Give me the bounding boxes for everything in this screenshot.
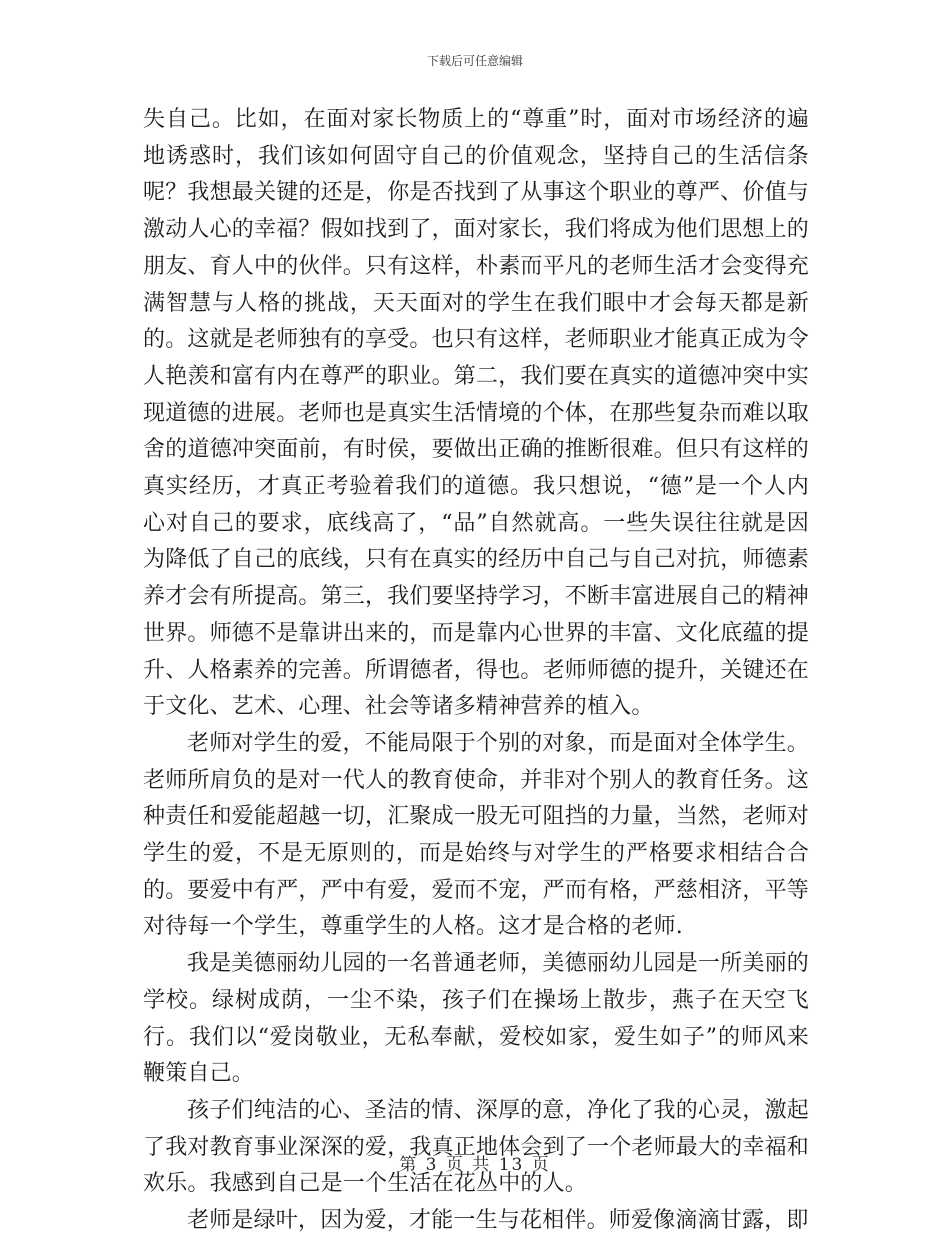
paragraph: 老师对学生的爱，不能局限于个别的对象，而是面对全体学生。老师所肩负的是对一代人的教育使命，并非对个别人的教育任务。这种责任和爱能超越一切，汇聚成一股无可阻挡的力量，当然，老师对学生的爱，不是无原则的，而是始终与对学生的严格要求相结合合的。要爱中有严，严中有爱，爱而不宠，严而有格，严慈相济，平等对待每一个学生，尊重学生的人格。这才是合格的老师. [143, 730, 810, 940]
paragraph: 我是美德丽幼儿园的一名普通老师，美德丽幼儿园是一所美丽的学校。绿树成荫，一尘不染，孩子们在操场上散步，燕子在天空飞行。我们以“爱岗敬业，无私奉献，爱校如家，爱生如子”的师风来鞭策自己。 [143, 951, 809, 1087]
paragraph: 失自己。比如，在面对家长物质上的“尊重”时，面对市场经济的遍地诱惑时，我们该如何固守自己的价值观念，坚持自己的生活信条呢？我想最关键的还是，你是否找到了从事这个职业的尊严、价值与激动人心的幸福？假如找到了，面对家长，我们将成为他们思想上的朋友、育人中的伙伴。只有这样，朴素而平凡的老师生活才会变得充满智慧与人格的挑战，天天面对的学生在我们眼中才会每天都是新的。这就是老师独有的享受。也只有这样，老师职业才能真正成为令人艳羡和富有内在尊严的职业。第二，我们要在真实的道德冲突中实现道德的进展。老师也是真实生活情境的个体，在那些复杂而难以取舍的道德冲突面前，有时侯，要做出正确的推断很难。但只有这样的真实经历，才真正考验着我们的道德。我只想说，“德”是一个人内心对自己的要求，底线高了，“品”自然就高。一些失误往往就是因为降低了自己的底线，只有在真实的经历中自己与自己对抗，师德素养才会有所提高。第三，我们要坚持学习，不断丰富进展自己的精神世界。师德不是靠讲出来的，而是靠内心世界的丰富、文化底蕴的提升、人格素养的完善。所谓德者，得也。老师师德的提升，关键还在于文化、艺术、心理、社会等诸多精神营养的植入。 [143, 107, 810, 720]
page-header: 下载后可任意编辑 [426, 54, 523, 68]
document-body [143, 102, 809, 1240]
page-number-footer: 第 3 页 共 13 页 [399, 1155, 551, 1175]
paragraph: 孩子们纯洁的心、圣洁的情、深厚的意，净化了我的心灵，激起了我对教育事业深深的爱，我真正地体会到了一个老师最大的幸福和欢乐。我感到自己是一个生活在花丛中的人。 [143, 1097, 810, 1197]
paragraph: 老师是绿叶，因为爱，才能一生与花相伴。师爱像滴滴甘露，即 [187, 1208, 809, 1234]
